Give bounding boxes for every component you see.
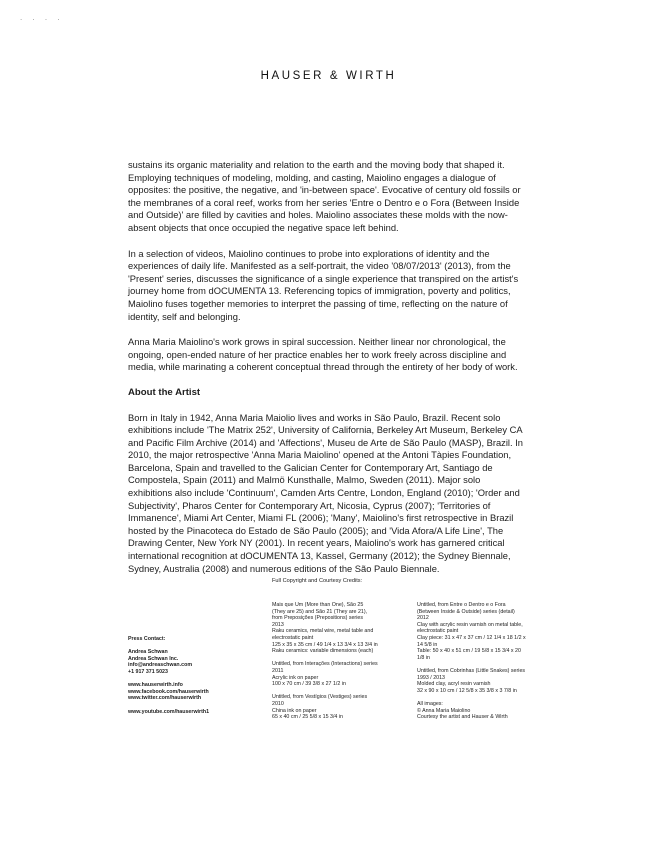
credit-line: Untitled, from Cobrinhas (Little Snakes) series — [417, 667, 526, 674]
credit-entry — [417, 668, 526, 694]
credit-line: China ink on paper — [272, 707, 317, 714]
credit-entry — [417, 602, 526, 661]
website-link[interactable]: www.hauserwirth.info — [128, 682, 183, 689]
gallery-logo: HAUSER & WIRTH — [260, 70, 397, 82]
credit-line: 1/8 in — [417, 654, 430, 661]
credit-line: Raku ceramics, metal wire, metal table and — [272, 628, 374, 635]
credit-line: 100 x 70 cm / 39 3/8 x 27 1/2 in — [272, 681, 346, 688]
credit-line: Clay piece: 31 x 47 x 37 cm / 12 1/4 x 18 1/2 x — [417, 634, 526, 641]
credit-entry — [272, 661, 378, 687]
credit-line: 1993 / 2013 — [417, 674, 445, 681]
credit-line: Acrylic ink on paper — [272, 674, 319, 681]
credit-line: Raku ceramics: variable dimensions (each) — [272, 648, 374, 655]
paragraph: In a selection of videos, Maiolino continues to probe into explorations of identity and the experiences of daily life. Manifested as a self-portrait, the video '08/07/2013' (2013), from the 'Present' series, discusses the significance of a single experience that transpired on the artist's journey home from dOCUMENTA 13. Referencing topics of immigration, poverty and politics, Maiolino fuses together memories to interpret the passing of time, reflecting on the nature of identity, self and belonging. — [128, 248, 519, 322]
credit-line: Table: 50 x 40 x 51 cm / 19 5/8 x 15 3/4 x 20 — [417, 648, 521, 655]
credit-line: from Preposições (Prepositions) series — [272, 615, 363, 622]
twitter-link[interactable]: www.twitter.com/hauserwirth — [128, 695, 202, 702]
credit-entry — [417, 701, 526, 721]
credit-line: Untitled, from Entre o Dentro e o Fora — [417, 602, 506, 608]
credit-line: 2012 — [417, 615, 429, 622]
credit-line: 2011 — [272, 667, 284, 674]
credit-line: Clay with acrylic resin varnish on metal table, — [417, 621, 523, 628]
about-heading: About the Artist — [128, 386, 201, 398]
credit-entry — [272, 694, 378, 720]
press-contact-details — [128, 649, 209, 675]
credit-line: 32 x 90 x 10 cm / 12 5/8 x 35 3/8 x 3 7/8 in — [417, 687, 517, 694]
contact-email[interactable]: info@andreaschwan.com — [128, 662, 193, 669]
credit-line: (They are 25) and São 21 (They are 21), — [272, 608, 368, 615]
scan-specks: . . . . — [20, 14, 64, 22]
social-links — [128, 682, 209, 702]
credit-line: (Between Inside & Outside) series (detail) — [417, 608, 515, 615]
credit-line: Untitled, from Vestígios (Vestiges) series — [272, 694, 368, 701]
credit-line: electrostatic paint — [272, 634, 314, 641]
credit-line: 2010 — [272, 700, 284, 707]
credit-line: © Anna Maria Maiolino — [417, 707, 471, 714]
credit-line: 2013 — [272, 621, 284, 628]
credit-line: Courtesy the artist and Hauser & Wirth — [417, 714, 508, 721]
credits-title: Full Copyright and Courtesy Credits: — [272, 578, 363, 584]
about-paragraph: Born in Italy in 1942, Anna Maria Maiolio lives and works in São Paulo, Brazil. Recent solo exhibitions include 'The Matrix 252', University of California, Berkeley Art Museum, Berkeley CA and Pacific Film Archive (2014) and 'Affections', Museu de Arte de São Paulo (MASP), Brazil. In 2010, the major retrospective 'Anna Maria Maiolino' opened at the Antoni Tàpies Foundation, Barcelona, Spain and travelled to the Galician Center for Contemporary Art, Santiago de Compostela, Spain (2011) and Malmö Kunsthalle, Malmo, Sweden (2011). Major solo exhibitions also include 'Continuum', Camden Arts Centre, London, England (2010); 'Order and Subjectivity', Pharos Center for Contemporary Art, Nicosia, Cyprus (2007); 'Territories of Immanence', Miami Art Center, Miami FL (2006); 'Many', Maiolino's first retrospective in Brazil hosted by the Pinacoteca do Estado de São Paulo (2005); and 'Vida Afora/A Life Line', The Drawing Center, New York NY (2001). In recent years, Maiolino's work has garnered critical international recognition at dOCUMENTA 13, Kassel, Germany (2012); the Sydney Biennale, Sydney, Australia (2008) and numerous editions of the São Paulo Biennale. — [128, 412, 523, 574]
body-text — [128, 159, 523, 588]
contact-name: Andrea Schwan — [128, 649, 168, 656]
credit-entry — [272, 602, 378, 655]
credits-column-right — [417, 602, 526, 727]
credits-column-left — [272, 602, 378, 727]
youtube-link[interactable]: www.youtube.com/hauserwirth1 — [128, 708, 210, 715]
credit-line: 125 x 35 x 35 cm / 49 1/4 x 13 3/4 x 13 3/4 in — [272, 641, 378, 648]
contact-company: Andrea Schwan Inc. — [128, 655, 179, 662]
press-contact — [128, 636, 209, 715]
press-contact-label: Press Contact: — [128, 636, 166, 642]
paragraph: sustains its organic materiality and relation to the earth and the moving body that shaped it. Employing techniques of modeling, molding, and casting, Maiolino engages a dialogue of opposites: the positive, the negative, and 'in-between space'. Evocative of century old fossils or the membranes of a coral reef, works from her series 'Entre o Dentro e o Fora (Between Inside and Outside)' are filled by cavities and holes. Maiolino associates these molds with the now-absent objects that once occupied the negative space left behind. — [128, 160, 521, 233]
credit-line: All images: — [417, 700, 443, 707]
paragraph: Anna Maria Maiolino's work grows in spiral succession. Neither linear nor chronological, the ongoing, open-ended nature of her practice enables her to work freely across discipline and media, while marinating a coherent conceptual thread through the entirety of her body of work. — [128, 337, 518, 373]
credit-line: Molded clay, acryl resin varnish — [417, 681, 491, 688]
credit-line: electrostatic paint — [417, 628, 459, 635]
credit-line: 14 5/8 in — [417, 641, 438, 648]
credit-line: Untitled, from Interações (Interactions) series — [272, 661, 378, 668]
credit-line: 65 x 40 cm / 25 5/8 x 15 3/4 in — [272, 714, 343, 721]
facebook-link[interactable]: www.facebook.com/hauserwirth — [128, 688, 209, 695]
credit-line: Mais que Um (More than One), São 25 — [272, 602, 364, 608]
contact-phone: +1 917 371 5023 — [128, 668, 168, 675]
